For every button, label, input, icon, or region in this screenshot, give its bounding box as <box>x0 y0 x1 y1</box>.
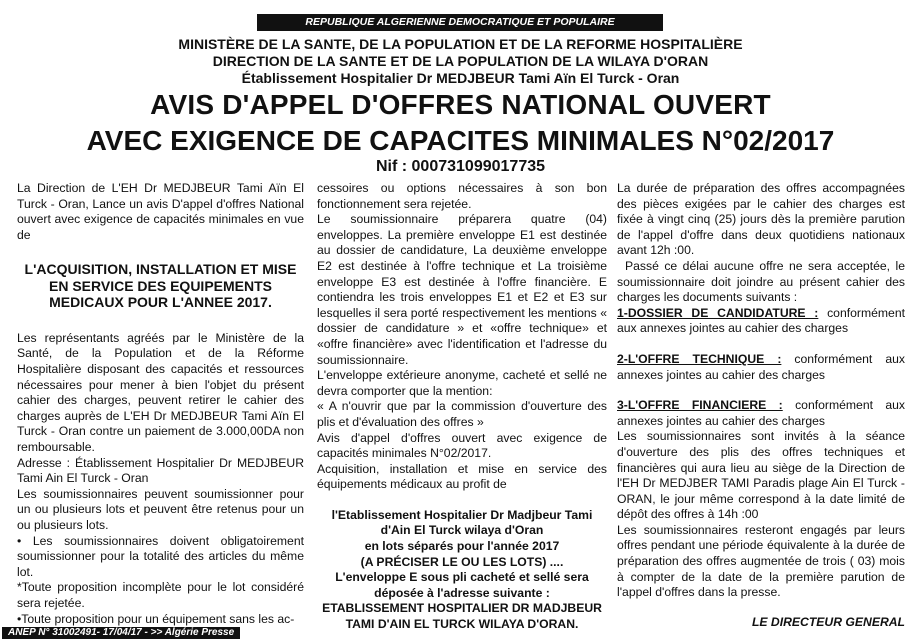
paragraph: *Toute proposition incomplète pour le lot considéré sera rejetée. <box>17 580 304 610</box>
paragraph: Passé ce délai aucune offre ne sera acceptée, le soumissionnaire doit joindre au présent cahier des charges les documents suivants : <box>617 258 905 305</box>
column-2 <box>317 181 607 633</box>
paragraph: Les soumissionnaires peuvent soumissionner pour un ou plusieurs lots et peuvent être retenus pour un ou plusieurs lots. <box>17 486 304 532</box>
paragraph: Les soumissionnaires resteront engagés par leurs offres pendant une période équivalente à la durée de préparation des offres augmentée de trois ( 03) mois à compter de la date de la première parution de l'appel d'offres dans la presse. <box>617 522 905 600</box>
section-text: conformément aux annexes jointes au cahier des charges <box>617 398 905 428</box>
paragraph: • Les soumissionnaires doivent obligatoirement soumissionner pour la totalité des articles du même lot. <box>17 533 304 579</box>
section-title: 3-L'OFFRE FINANCIERE : <box>617 398 783 413</box>
paragraph: •Toute proposition pour un équipement sans les ac- <box>17 611 295 626</box>
nif-number: Nif : 000731099017735 <box>375 158 546 175</box>
deposit-address: ETABLISSEMENT HOSPITALIER DR MADJBEUR TAMI D'AIN EL TURCK WILAYA D'ORAN. <box>322 601 602 632</box>
column-3 <box>617 181 905 630</box>
anep-footer: ANEP N° 31002491- 17/04/17 - >> Algérie Presse <box>2 627 240 639</box>
paragraph: Les soumissionnaires sont invités à la séance d'ouverture des plis des offres techniques et financières qui aura lieu au siège de la Direction de l'EH Dr MEDJBER TAMI Paradis plage Ain El Turck - ORAN, le jour même correspond à la date limité de dépôt des offres à 14h :00 <box>617 429 905 522</box>
intro-paragraph: La Direction de L'EH Dr MEDJBEUR Tami Aïn El Turck - Oran, Lance un avis D'appel d'offres National ouvert avec exigence de capacités minimales en vue de <box>17 181 304 242</box>
section-title: 1-DOSSIER DE CANDIDATURE : <box>617 305 819 320</box>
establishment-line: Établissement Hospitalier Dr MEDJBEUR Tami Aïn El Turck - Oran <box>241 70 680 86</box>
section-text: conformément aux annexes jointes au cahier des charges <box>617 351 905 382</box>
column-1 <box>17 181 304 627</box>
section-text: conformément aux annexes jointes au cahier des charges <box>617 305 905 336</box>
paragraph: Avis d'appel d'offres ouvert avec exigence de capacités minimales N°02/2017. <box>317 430 607 461</box>
paragraph: Acquisition, installation et mise en service des équipements médicaux au profit de <box>317 461 607 492</box>
notice-title: AVIS D'APPEL D'OFFRES NATIONAL OUVERT <box>150 89 771 120</box>
notice-subtitle: AVEC EXIGENCE DE CAPACITES MINIMALES N°02/2017 <box>86 125 835 156</box>
paragraph: L'enveloppe extérieure anonyme, cacheté et sellé ne devra comporter que la mention: <box>317 368 607 398</box>
paragraph: Le soumissionnaire préparera quatre (04) enveloppes. La première enveloppe E1 est destinée au dossier de candidature, La deuxième enveloppe E2 est destinée à l'offre technique et La troisième enveloppe E3 est destinée à l'offre financière. E contiendra les trois enveloppes E1 et E2 et E3 sur lesquelles il sera porté respectivement les mentions « dossier de candidature » et «offre technique» et «offre financière» avec l'identification et l'adresse du soumissionnaire. <box>317 212 607 367</box>
paragraph: La durée de préparation des offres accompagnées des pièces exigées par le cahier des charges est fixée à vingt cinq (25) jours dès la première parution de l'appel d'offre dans deux quotidiens nationaux avant 12h :00. <box>617 181 905 258</box>
paragraph: « A n'ouvrir que par la commission d'ouverture des plis et d'évaluation des offres » <box>317 399 607 429</box>
paragraph: cessoires ou options nécessaires à son bon fonctionnement sera rejetée. <box>317 181 607 211</box>
deposit-text: L'enveloppe E sous pli cacheté et sellé sera déposée à l'adresse suivante : <box>335 570 589 600</box>
lots-note: (A PRÉCISER LE OU LES LOTS) .... <box>360 554 564 569</box>
section-financiere <box>617 398 905 429</box>
ministry-line: MINISTÈRE DE LA SANTE, DE LA POPULATION ET DE LA REFORME HOSPITALIÈRE <box>178 36 743 52</box>
address-paragraph: Adresse : Établissement Hospitalier Dr MEDJBEUR Tami Ain El Turck - Oran <box>17 455 304 486</box>
lots-text: en lots séparés pour l'année 2017 <box>364 539 560 554</box>
section-candidature <box>617 306 905 337</box>
paragraph: Les représentants agréés par le Ministère de la Santé, de la Population et de la Réforme Hospitalière disposant des capacités et ressources nécessaires pour mener à bien l'objet du présent cahier des charges, peuvent retirer le cahier des charges auprès de L'EH Dr MEDJBEUR Tami Aïn El Turck - Oran contre un paiement de 3.000,00DA non remboursable. <box>17 330 304 455</box>
republic-banner: REPUBLIQUE ALGERIENNE DEMOCRATIQUE ET POPULAIRE <box>257 14 663 31</box>
section-title: 2-L'OFFRE TECHNIQUE : <box>617 351 782 366</box>
beneficiary-text: l'Etablissement Hospitalier Dr Madjbeur Tami d'Ain El Turck wilaya d'Oran <box>331 507 593 538</box>
tender-object: L'ACQUISITION, INSTALLATION ET MISE EN SERVICE DES EQUIPEMENTS MEDICAUX POUR L'ANNEE 2017. <box>24 261 297 311</box>
signature: LE DIRECTEUR GENERAL <box>751 614 905 629</box>
section-technique <box>617 352 905 383</box>
direction-line: DIRECTION DE LA SANTE ET DE LA POPULATION DE LA WILAYA D'ORAN <box>212 53 709 69</box>
